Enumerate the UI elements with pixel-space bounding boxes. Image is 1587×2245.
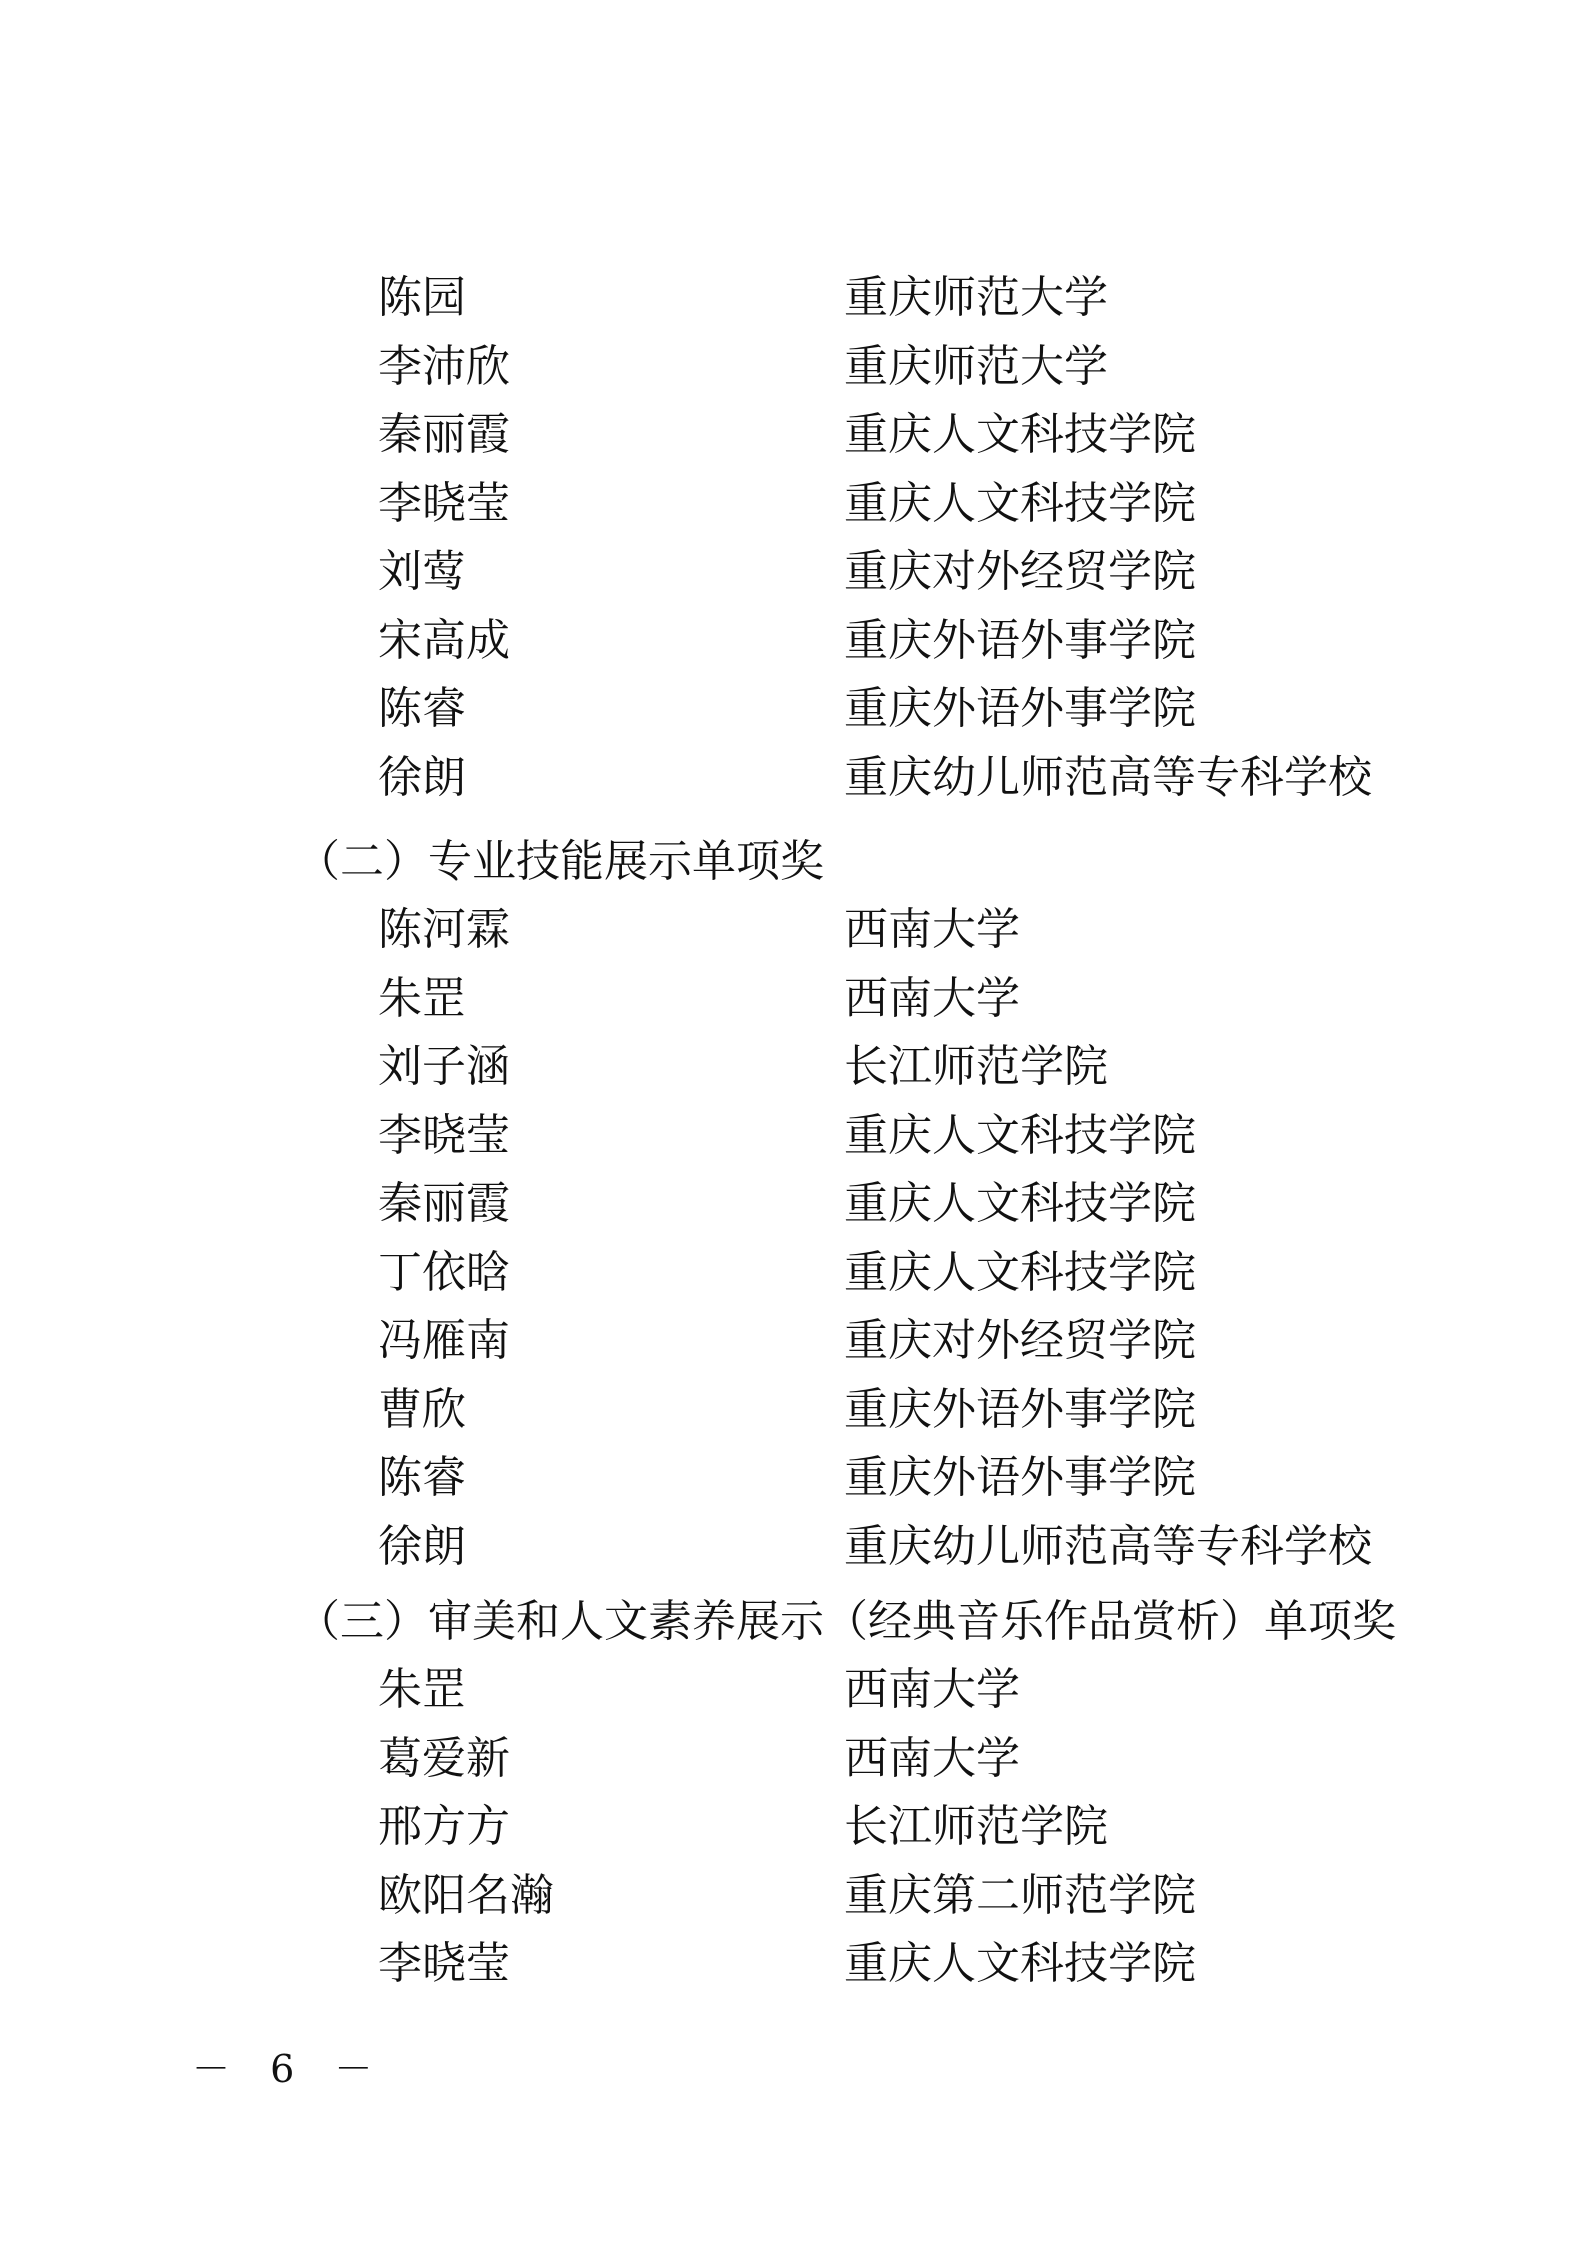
list-item	[0, 1170, 1587, 1239]
list-item	[0, 1513, 1587, 1582]
winner-school: 重庆人文科技学院	[844, 1246, 1196, 1298]
winner-name: 丁依晗	[378, 1246, 510, 1298]
winner-school: 重庆人文科技学院	[844, 1938, 1196, 1989]
winner-school: 重庆师范大学	[844, 272, 1108, 323]
winner-name: 徐朗	[378, 751, 466, 803]
winner-name: 李晓莹	[378, 1938, 510, 1989]
award-section-professional-skills	[0, 828, 1587, 1581]
winner-school: 重庆外语外事学院	[844, 1452, 1196, 1503]
winner-school: 重庆人文科技学院	[844, 1178, 1196, 1229]
list-item	[0, 896, 1587, 965]
winner-school: 西南大学	[844, 972, 1020, 1024]
winner-school: 重庆幼儿师范高等专科学校	[844, 1520, 1372, 1572]
winner-name: 陈睿	[378, 1452, 466, 1503]
winner-name: 欧阳名瀚	[378, 1869, 554, 1921]
winner-school: 西南大学	[844, 1664, 1020, 1715]
page-number: － 6 －	[192, 2047, 387, 2091]
winner-name: 刘子涵	[378, 1041, 510, 1092]
list-item	[0, 1725, 1587, 1794]
list-item	[0, 1930, 1587, 1999]
section-heading: （三）审美和人文素养展示（经典音乐作品赏析）单项奖	[296, 1596, 1396, 1647]
winner-school: 重庆第二师范学院	[844, 1869, 1196, 1921]
winner-name: 曹欣	[378, 1383, 466, 1435]
list-item	[0, 675, 1587, 744]
winner-school: 长江师范学院	[844, 1801, 1108, 1852]
winner-name: 李晓莹	[378, 1109, 510, 1161]
list-item	[0, 1033, 1587, 1102]
winner-school: 重庆幼儿师范高等专科学校	[844, 751, 1372, 803]
list-item	[0, 607, 1587, 676]
list-item	[0, 470, 1587, 539]
list-item	[0, 1307, 1587, 1376]
list-item	[0, 401, 1587, 470]
winner-school: 重庆师范大学	[844, 340, 1108, 392]
winner-school: 西南大学	[844, 1732, 1020, 1784]
winner-name: 陈睿	[378, 683, 466, 734]
list-item	[0, 1656, 1587, 1725]
winner-name: 陈河霖	[378, 904, 510, 955]
winner-school: 重庆外语外事学院	[844, 614, 1196, 666]
winner-name: 葛爱新	[378, 1732, 510, 1784]
list-item	[0, 538, 1587, 607]
list-item	[0, 965, 1587, 1034]
winner-school: 重庆人文科技学院	[844, 477, 1196, 529]
winner-name: 冯雁南	[378, 1315, 510, 1366]
winner-school: 重庆外语外事学院	[844, 1383, 1196, 1435]
winner-name: 朱罡	[378, 1664, 466, 1715]
winner-name: 秦丽霞	[378, 1178, 510, 1229]
winner-name: 徐朗	[378, 1520, 466, 1572]
list-item	[0, 1793, 1587, 1862]
winner-school: 重庆对外经贸学院	[844, 1315, 1196, 1366]
list-item	[0, 1102, 1587, 1171]
winner-name: 秦丽霞	[378, 409, 510, 460]
winner-name: 刘莺	[378, 546, 466, 597]
winner-name: 李晓莹	[378, 477, 510, 529]
winner-name: 邢方方	[378, 1801, 510, 1852]
list-item	[0, 264, 1587, 333]
list-item	[0, 1444, 1587, 1513]
winner-name: 宋高成	[378, 614, 510, 666]
winner-name: 朱罡	[378, 972, 466, 1024]
winner-school: 重庆对外经贸学院	[844, 546, 1196, 597]
list-item	[0, 744, 1587, 813]
winner-school: 重庆人文科技学院	[844, 409, 1196, 460]
winner-school: 长江师范学院	[844, 1041, 1108, 1092]
section-heading: （二）专业技能展示单项奖	[296, 836, 824, 887]
list-item	[0, 1376, 1587, 1445]
list-item	[0, 333, 1587, 402]
award-section-aesthetic-humanities	[0, 1588, 1587, 1999]
winner-name: 陈园	[378, 272, 466, 323]
list-item	[0, 1239, 1587, 1308]
winner-name: 李沛欣	[378, 340, 510, 392]
winner-school: 西南大学	[844, 904, 1020, 955]
winner-school: 重庆人文科技学院	[844, 1109, 1196, 1161]
award-list-continued	[0, 264, 1587, 812]
winner-school: 重庆外语外事学院	[844, 683, 1196, 734]
list-item	[0, 1862, 1587, 1931]
